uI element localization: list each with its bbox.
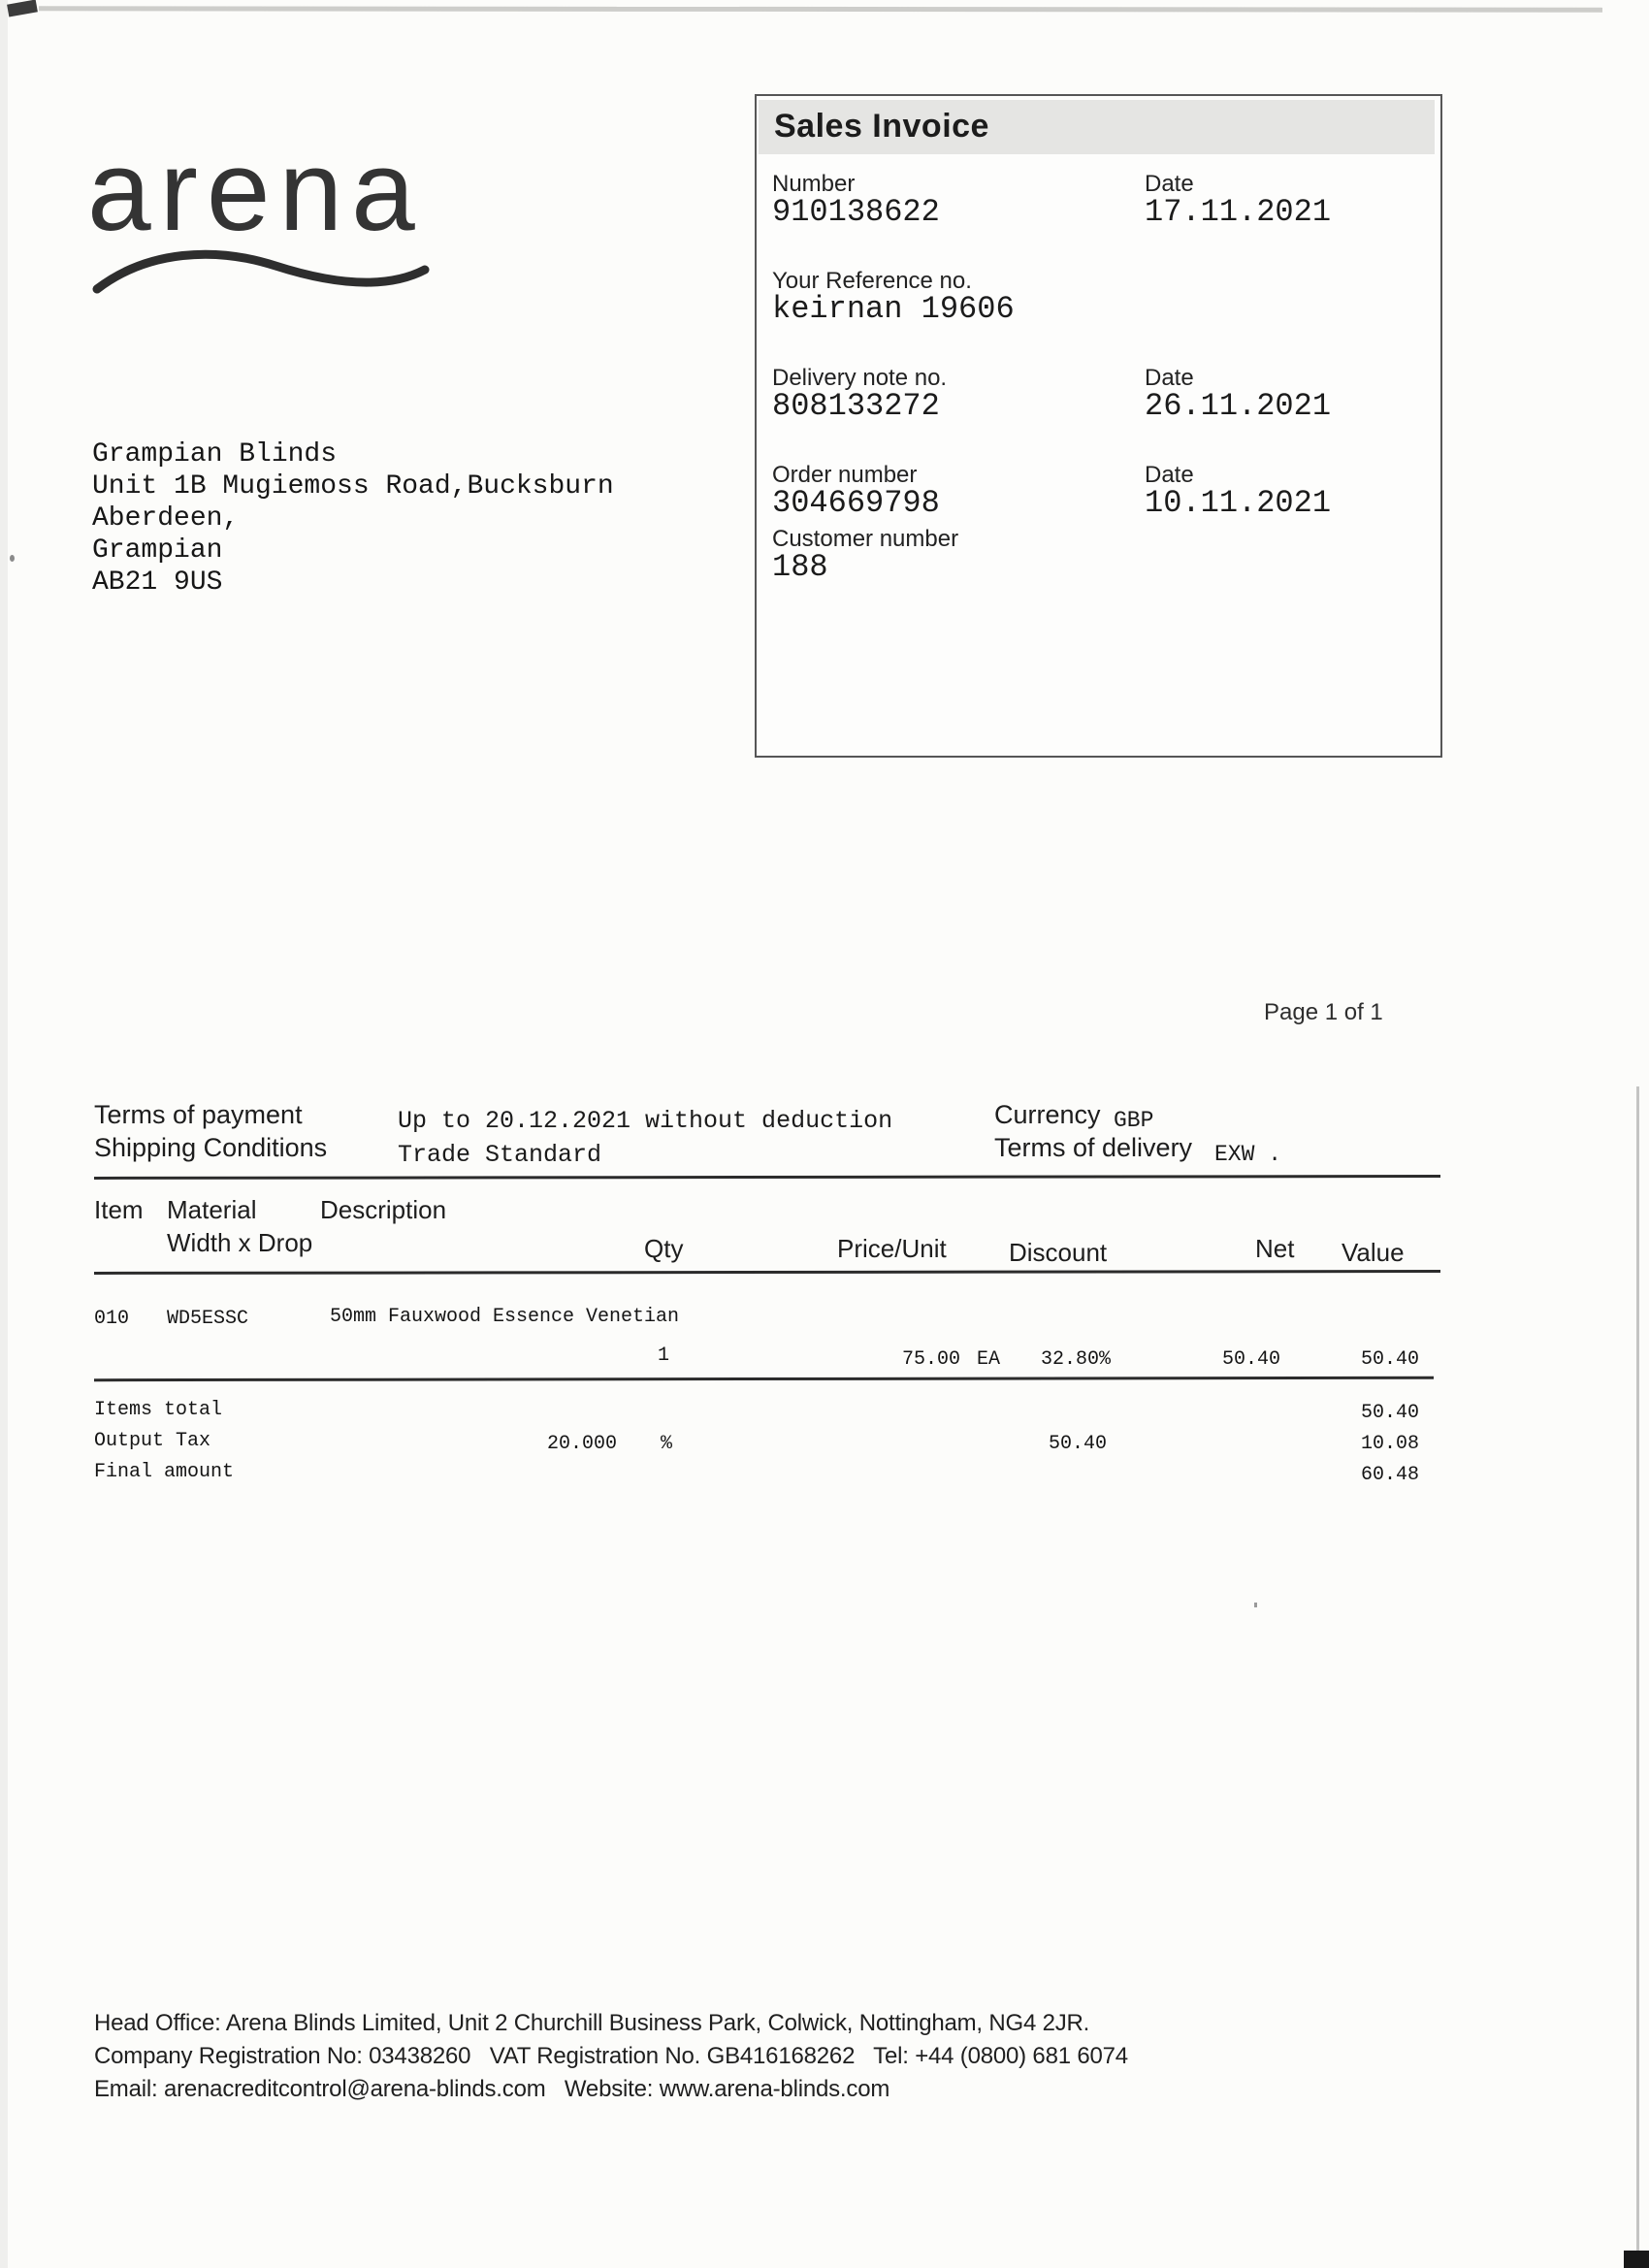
item-qty: 1 <box>657 1345 669 1367</box>
arena-logo <box>87 127 436 255</box>
terms-of-delivery-value: EXW . <box>1214 1142 1282 1167</box>
final-amount-value: 60.48 <box>1360 1464 1419 1486</box>
recipient-city: Aberdeen, <box>92 503 240 534</box>
delivery-date-label: Date <box>1145 365 1194 391</box>
recipient-region: Grampian <box>92 535 223 566</box>
terms-of-delivery-label: Terms of delivery <box>994 1133 1193 1162</box>
customer-number-value: 188 <box>772 549 828 585</box>
items-total-value: 50.40 <box>1360 1402 1419 1424</box>
invoice-date-value: 17.11.2021 <box>1145 194 1332 230</box>
items-total-label: Items total <box>94 1399 223 1421</box>
invoice-number-value: 910138622 <box>772 194 940 230</box>
terms-of-payment-value: Up to 20.12.2021 without deduction <box>398 1107 893 1135</box>
final-amount-label: Final amount <box>94 1461 235 1483</box>
order-date-label: Date <box>1145 462 1194 488</box>
order-number-value: 304669798 <box>772 485 940 521</box>
scan-speck-mid <box>1254 1603 1257 1607</box>
col-header-value: Value <box>1342 1238 1405 1267</box>
item-discount: 32.80% <box>1041 1348 1112 1371</box>
col-header-description: Description <box>320 1195 447 1224</box>
customer-number-label: Customer number <box>772 526 959 552</box>
page-indicator: Page 1 of 1 <box>1264 999 1383 1025</box>
table-top-rule <box>94 1175 1440 1180</box>
delivery-date-value: 26.11.2021 <box>1145 388 1332 424</box>
item-net: 50.40 <box>1221 1348 1280 1371</box>
terms-of-payment-label: Terms of payment <box>94 1100 303 1129</box>
scan-corner-mark-top-left <box>7 0 38 17</box>
output-tax-label: Output Tax <box>94 1430 211 1452</box>
item-price-unit: 75.00 <box>901 1348 960 1371</box>
scan-edge-shade <box>0 0 8 2268</box>
currency-label: Currency <box>994 1100 1101 1129</box>
recipient-street: Unit 1B Mugiemoss Road,Bucksburn <box>92 471 614 502</box>
delivery-note-value: 808133272 <box>772 388 940 424</box>
col-header-material: Material <box>167 1195 257 1224</box>
shipping-conditions-value: Trade Standard <box>398 1141 602 1169</box>
item-material-code: WD5ESSC <box>167 1308 249 1330</box>
output-tax-base: 50.40 <box>1048 1433 1107 1455</box>
recipient-name: Grampian Blinds <box>92 439 338 470</box>
arena-logo-text: arena <box>87 127 424 255</box>
scan-speck-left <box>10 555 15 562</box>
col-header-price-unit: Price/Unit <box>837 1234 947 1263</box>
invoice-number-label: Number <box>772 171 856 197</box>
output-tax-rate: 20.000 <box>546 1433 617 1455</box>
col-header-qty: Qty <box>644 1234 684 1263</box>
scan-right-edge-shadow <box>1636 1086 1639 2268</box>
shipping-conditions-label: Shipping Conditions <box>94 1133 328 1162</box>
col-header-discount: Discount <box>1009 1238 1108 1267</box>
item-number: 010 <box>94 1308 130 1330</box>
reference-label: Your Reference no. <box>772 268 972 294</box>
col-header-net: Net <box>1255 1234 1295 1263</box>
reference-value: keirnan 19606 <box>772 291 1015 327</box>
invoice-title-bar <box>759 100 1435 154</box>
item-description: 50mm Fauxwood Essence Venetian <box>330 1306 680 1328</box>
output-tax-percent-sign: % <box>661 1433 673 1455</box>
footer-registration: Company Registration No: 03438260 VAT Registration No. GB416168262 Tel: +44 (0800) 681 6074 <box>94 2043 1128 2069</box>
invoice-title: Sales Invoice <box>774 108 989 145</box>
arena-logo-wave-icon <box>89 241 431 301</box>
scan-top-shadow <box>39 6 1602 12</box>
recipient-address-block <box>92 438 614 599</box>
delivery-note-label: Delivery note no. <box>772 365 948 391</box>
output-tax-amount: 10.08 <box>1360 1433 1419 1455</box>
item-unit: EA <box>977 1348 1001 1371</box>
col-header-width-drop: Width x Drop <box>167 1228 313 1257</box>
order-date-value: 10.11.2021 <box>1145 485 1332 521</box>
table-bottom-rule <box>94 1377 1434 1381</box>
currency-value: GBP <box>1114 1108 1154 1133</box>
col-header-item: Item <box>94 1195 144 1224</box>
footer-head-office: Head Office: Arena Blinds Limited, Unit 2 Churchill Business Park, Colwick, Nottingham, NG4 2JR. <box>94 2010 1090 2036</box>
item-value: 50.40 <box>1360 1348 1419 1371</box>
recipient-postcode: AB21 9US <box>92 567 223 598</box>
footer-contact: Email: arenacreditcontrol@arena-blinds.com Website: www.arena-blinds.com <box>94 2076 890 2102</box>
table-header-rule <box>94 1270 1440 1275</box>
order-number-label: Order number <box>772 462 918 488</box>
invoice-date-label: Date <box>1145 171 1194 197</box>
scan-corner-mark-bottom-right <box>1624 2251 1649 2268</box>
